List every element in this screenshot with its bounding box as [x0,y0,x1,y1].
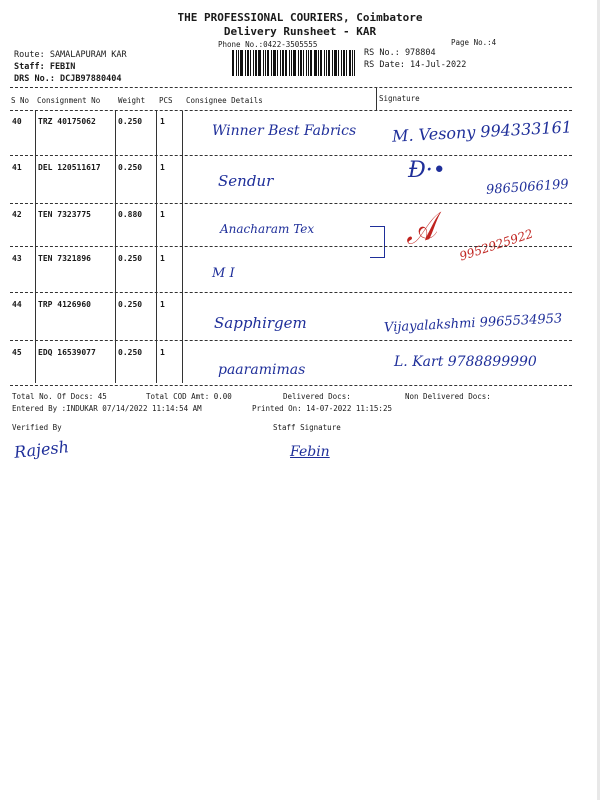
row-consignment: TEN 7321896 [38,254,91,263]
barcode-bar [240,50,243,76]
row-weight: 0.250 [118,117,143,126]
rs-date: RS Date: 14-Jul-2022 [364,60,467,70]
route: Route: SAMALAPURAM KAR [14,50,127,60]
row-pcs: 1 [160,254,165,263]
row-sno: 40 [12,117,22,126]
barcode-bar [338,50,339,76]
signature-scribble: Đ·• [408,158,446,183]
row-pcs: 1 [160,210,165,219]
row-sno: 43 [12,254,22,263]
row-sno: 41 [12,163,22,172]
row-rule [10,203,572,204]
consignee-handwriting: Sendur [218,172,274,190]
signature-handwriting: 9952925922 [457,226,535,264]
col-signature: Signature [379,94,420,103]
row-consignment: TRZ 40175062 [38,117,96,126]
col-consignee: Consignee Details [186,96,263,105]
total-docs: Total No. Of Docs: 45 [12,392,107,401]
row-weight: 0.250 [118,348,143,357]
barcode-bar [282,50,284,76]
row-weight: 0.880 [118,210,143,219]
row-sno: 42 [12,210,22,219]
barcode-bar [352,50,353,76]
row-consignment: TRP 4126960 [38,300,91,309]
consignee-handwriting: paaramimas [218,362,306,378]
bracket-mark [370,226,385,258]
barcode-bar [250,50,251,76]
barcode-bar [310,50,312,76]
row-weight: 0.250 [118,300,143,309]
col-divider [115,111,116,383]
col-weight: Weight [118,96,146,105]
barcode-bar [253,50,254,76]
barcode-bar [238,50,239,76]
row-pcs: 1 [160,300,165,309]
row-consignment: DEL 120511617 [38,163,101,172]
header-divider [376,88,377,110]
total-cod: Total COD Amt: 0.00 [146,392,232,401]
barcode-bar [349,50,351,76]
signature-handwriting: 9865066199 [485,177,570,198]
barcode-bar [308,50,309,76]
barcode-bar [232,50,234,76]
barcode-bar [303,50,304,76]
barcode-bar [285,50,287,76]
signature-handwriting: M. Vesony 994333161 [391,117,573,146]
sheet-title: Delivery Runsheet - KAR [223,25,377,38]
barcode-bar [324,50,325,76]
barcode-bar [306,50,307,76]
barcode-bar [320,50,322,76]
drs-number: DRS No.: DCJB97880404 [14,74,122,84]
row-pcs: 1 [160,117,165,126]
table-top-rule [10,87,572,88]
barcode-bar [255,50,257,76]
barcode-bar [314,50,317,76]
staff-name: Staff: FEBIN [14,62,76,72]
barcode-bar [247,50,249,76]
barcode-bar [277,50,278,76]
verified-by-label: Verified By [12,423,62,432]
printed-on: Printed On: 14-07-2022 11:15:25 [252,404,392,413]
row-consignment: TEN 7323775 [38,210,91,219]
signature-handwriting: Vijayalakshmi 9965534953 [383,311,563,336]
barcode-bar [280,50,281,76]
row-rule [10,340,572,341]
barcode-bar [341,50,342,76]
barcode-bar [291,50,292,76]
delivered-docs: Delivered Docs: [283,392,351,401]
col-divider [35,111,36,383]
row-weight: 0.250 [118,163,143,172]
barcode-bar [263,50,264,76]
row-consignment: EDQ 16539077 [38,348,96,357]
barcode [232,50,357,76]
barcode-bar [300,50,302,76]
consignee-handwriting: M I [212,266,235,281]
table-bottom-rule [10,385,572,386]
col-pcs: PCS [159,96,173,105]
entered-by: Entered By :INDUKAR 07/14/2022 11:14:54 AM [12,404,202,413]
barcode-bar [354,50,355,76]
table-header-rule [10,110,572,111]
col-divider [156,111,157,383]
barcode-bar [346,50,347,76]
barcode-bar [273,50,276,76]
row-sno: 45 [12,348,22,357]
signature-scribble: 𝒜 [399,206,441,254]
barcode-bar [332,50,333,76]
barcode-bar [334,50,337,76]
row-pcs: 1 [160,348,165,357]
barcode-bar [343,50,345,76]
staff-signature-label: Staff Signature [273,423,341,432]
col-sno: S No [11,96,30,105]
page-number: Page No.:4 [451,38,497,47]
barcode-bar [326,50,327,76]
consignee-handwriting: Winner Best Fabrics [212,123,357,139]
barcode-bar [236,50,237,76]
col-consignment: Consignment No [37,96,101,105]
row-pcs: 1 [160,163,165,172]
company-title: THE PROFESSIONAL COURIERS, Coimbatore [177,11,423,24]
row-rule [10,292,572,293]
row-rule [10,155,572,156]
barcode-bar [267,50,269,76]
signature-handwriting: L. Kart 9788899990 [394,354,537,370]
barcode-bar [328,50,330,76]
barcode-bar [265,50,266,76]
barcode-bar [245,50,246,76]
barcode-bar [271,50,272,76]
barcode-bar [258,50,261,76]
verified-signature: Rajesh [13,437,70,462]
col-divider [182,111,183,383]
non-delivered-docs: Non Delivered Docs: [405,392,491,401]
barcode-bar [318,50,319,76]
consignee-handwriting: Anacharam Tex [220,222,315,236]
barcode-bar [289,50,290,76]
row-rule [10,246,572,247]
row-weight: 0.250 [118,254,143,263]
barcode-bar [293,50,296,76]
rs-number: RS No.: 978804 [364,48,436,58]
consignee-handwriting: Sapphirgem [214,314,307,332]
barcode-bar [298,50,299,76]
row-sno: 44 [12,300,22,309]
staff-signature: Febin [290,444,330,460]
phone-number: Phone No.:0422-3505555 [218,40,318,49]
